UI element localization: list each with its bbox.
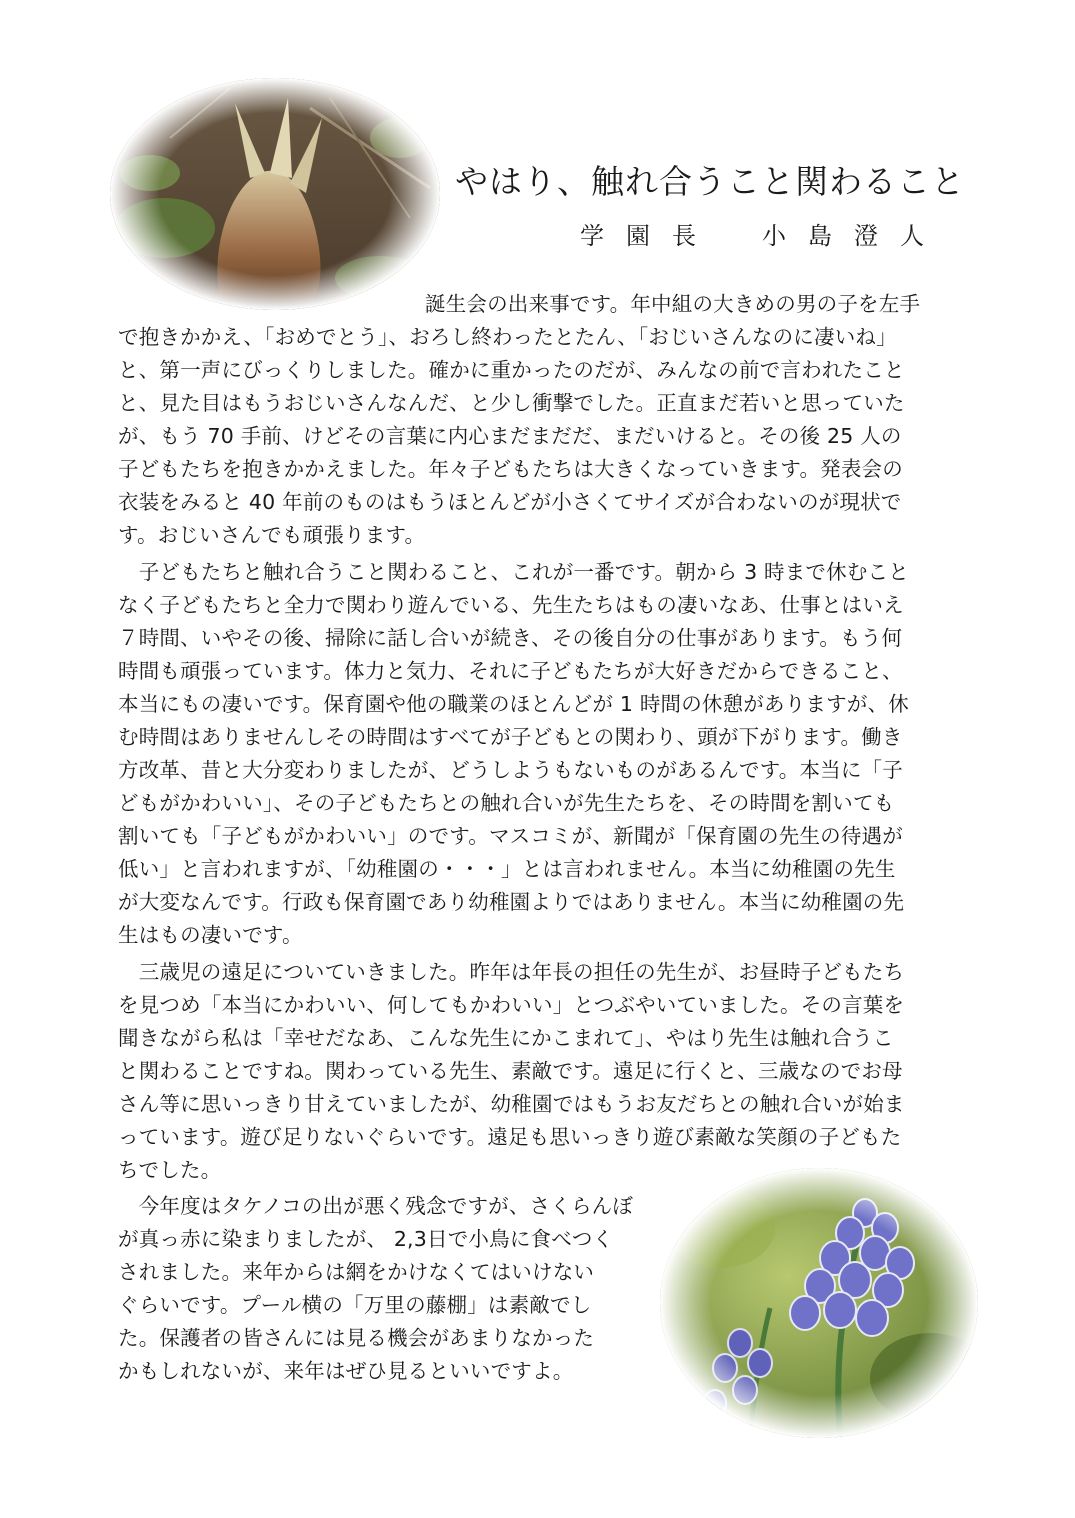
body-line: が真っ赤に染まりましたが、 2,3日で小鳥に食べつく: [118, 1227, 614, 1251]
body-line: 今年度はタケノコの出が悪く残念ですが、さくらんぼ: [118, 1194, 634, 1218]
body-line: す。おじいさんでも頑張ります。: [118, 523, 426, 547]
body-line: 子どもたちを抱きかかえました。年々子どもたちは大きくなっていきます。発表会の: [118, 457, 903, 481]
body-line: が、もう 70 手前、けどその言葉に内心まだまだだ、まだいけると。その後 25 人の: [118, 424, 902, 448]
body-line: 生はもの凄いです。: [118, 923, 303, 947]
body-line: 聞きながら私は「幸せだなあ、こんな先生にかこまれて」、やはり先生は触れ合うこ: [118, 1026, 894, 1050]
body-line: む時間はありませんしその時間はすべてが子どもとの関わり、頭が下がります。働き: [118, 725, 903, 749]
body-line: を見つめ「本当にかわいい、何してもかわいい」とつぶやいていました。その言葉を: [118, 993, 905, 1017]
body-line: かもしれないが、来年はぜひ見るといいですよ。: [118, 1359, 574, 1383]
body-line: 割いても「子どもがかわいい」のです。マスコミが、新聞が「保育園の先生の待遇が: [118, 824, 903, 848]
body-line: と関わることですね。関わっている先生、素敵です。遠足に行くと、三歳なのでお母: [118, 1059, 903, 1083]
body-line: 低い」と言われますが、「幼稚園の・・・」とは言われません。本当に幼稚園の先生: [118, 857, 896, 881]
body-line: が大変なんです。行政も保育園であり幼稚園よりではありません。本当に幼稚園の先: [118, 890, 905, 914]
body-line: ７時間、いやその後、掃除に話し合いが続き、その後自分の仕事があります。もう何: [118, 626, 903, 650]
body-line: 誕生会の出来事です。年中組の大きめの男の子を左手: [425, 292, 921, 316]
body-line: 時間も頑張っています。体力と気力、それに子どもたちが大好きだからできること、: [118, 659, 903, 683]
author-line: [580, 216, 946, 251]
page-title: やはり、触れ合うこと関わること: [455, 162, 965, 201]
body-line: で抱きかかえ、「おめでとう」、おろし終わったとたん、「おじいさんなのに凄いね」: [118, 325, 897, 349]
body-line: なく子どもたちと全力で関わり遊んでいる、先生たちはもの凄いなあ、仕事とはいえ: [118, 593, 904, 617]
body-line: ぐらいです。プール横の「万里の藤棚」は素敵でし: [118, 1293, 592, 1317]
grape-hyacinth-photo: [660, 1168, 978, 1438]
body-line: どもがかわいい」、その子どもたちとの触れ合いが先生たちを、その時間を割いても: [118, 791, 895, 815]
body-line: さん等に思いっきり甘えていましたが、幼稚園ではもうお友だちとの触れ合いが始ま: [118, 1092, 905, 1116]
body-line: 子どもたちと触れ合うこと関わること、これが一番です。朝から 3 時まで休むこと: [118, 560, 909, 584]
body-line: 三歳児の遠足についていきました。昨年は年長の担任の先生が、お昼時子どもたち: [118, 960, 905, 984]
body-line: 本当にもの凄いです。保育園や他の職業のほとんどが 1 時間の休憩がありますが、休: [118, 692, 909, 716]
body-line: と、見た目はもうおじいさんなんだ、と少し衝撃でした。正直まだ若いと思っていた: [118, 391, 905, 415]
author-name: 小島澄人: [762, 222, 946, 250]
body-line: されました。来年からは網をかけなくてはいけない: [118, 1260, 595, 1284]
body-line: た。保護者の皆さんには見る機会があまりなかった: [118, 1326, 595, 1350]
body-line: と、第一声にびっくりしました。確かに重かったのだが、みんなの前で言われたこと: [118, 358, 905, 382]
body-line: ちでした。: [118, 1158, 222, 1182]
body-line: 衣装をみると 40 年前のものはもうほとんどが小さくてサイズが合わないのが現状で: [118, 490, 902, 514]
bamboo-shoot-photo: [110, 78, 440, 310]
author-role: 学園長: [580, 222, 718, 250]
body-line: 方改革、昔と大分変わりましたが、どうしようもないものがあるんです。本当に「子: [118, 758, 903, 782]
body-line: っています。遊び足りないぐらいです。遠足も思いっきり遊び素敵な笑顔の子どもた: [118, 1125, 902, 1149]
